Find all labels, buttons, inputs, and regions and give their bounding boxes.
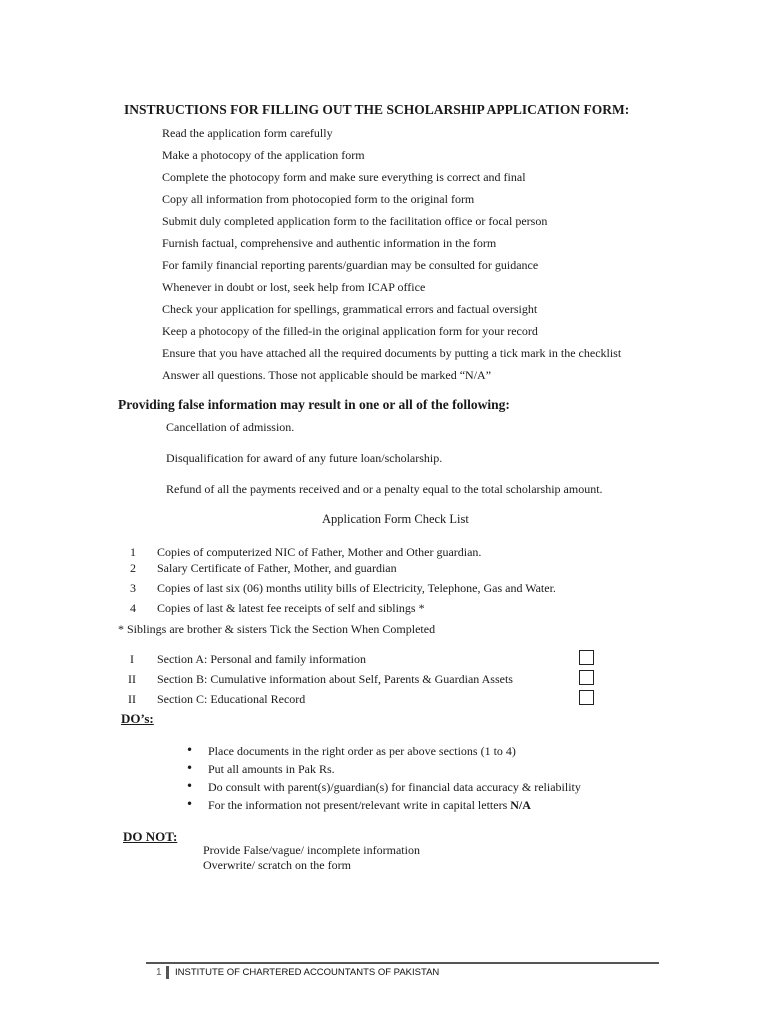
dos-item-with-na [208,798,531,813]
bullet-icon: • [186,797,194,811]
dos-item: For the information not present/relevant write in capital letters [208,798,508,812]
instruction-item: Check your application for spellings, grammatical errors and factual oversight [162,302,538,316]
na-bold: N/A [510,798,531,812]
section-item: Section C: Educational Record [157,692,306,706]
dos-item: Put all amounts in Pak Rs. [208,762,335,776]
dos-title: DO’s: [121,711,154,726]
donot-item: Provide False/vague/ incomplete information [203,843,420,857]
instruction-item: Read the application form carefully [162,126,333,140]
false-info-item: Refund of all the payments received and or a penalty equal to the total scholarship amount. [166,482,603,496]
section-number: II [128,672,136,686]
instruction-item: For family financial reporting parents/guardian may be consulted for guidance [162,258,539,272]
section-number: II [128,692,136,706]
document-number: 1 [130,545,136,559]
document-number: 3 [130,581,136,595]
dos-item: Do consult with parent(s)/guardian(s) for financial data accuracy & reliability [208,780,581,794]
document-number: 2 [130,561,136,575]
instructions-title: INSTRUCTIONS FOR FILLING OUT THE SCHOLARSHIP APPLICATION FORM: [124,102,630,117]
siblings-note: * Siblings are brother & sisters Tick the Section When Completed [118,622,436,636]
bullet-icon: • [186,779,194,793]
section-a-checkbox[interactable] [579,650,594,665]
section-b-checkbox[interactable] [579,670,594,685]
bullet-icon: • [186,743,194,757]
instruction-item: Keep a photocopy of the filled-in the original application form for your record [162,324,538,338]
instruction-item: Copy all information from photocopied form to the original form [162,192,475,206]
bullet-icon: • [186,761,194,775]
dos-item: Place documents in the right order as per above sections (1 to 4) [208,744,516,758]
footer-rule [146,962,659,964]
document-item: Copies of last & latest fee receipts of self and siblings * [157,601,425,615]
instruction-item: Answer all questions. Those not applicable should be marked “N/A” [162,368,492,382]
false-info-title: Providing false information may result in one or all of the following: [118,397,510,412]
instruction-item: Make a photocopy of the application form [162,148,365,162]
section-item: Section A: Personal and family information [157,652,366,666]
footer-organization: INSTITUTE OF CHARTERED ACCOUNTANTS OF PAKISTAN [175,967,440,978]
document-item: Salary Certificate of Father, Mother, and guardian [157,561,397,575]
section-number: I [130,652,134,666]
false-info-item: Disqualification for award of any future loan/scholarship. [166,451,443,465]
instruction-item: Submit duly completed application form to the facilitation office or focal person [162,214,548,228]
footer-divider [166,966,169,979]
false-info-item: Cancellation of admission. [166,420,295,434]
document-number: 4 [130,601,136,615]
document-item: Copies of last six (06) months utility bills of Electricity, Telephone, Gas and Water. [157,581,556,595]
section-c-checkbox[interactable] [579,690,594,705]
donot-item: Overwrite/ scratch on the form [203,858,351,872]
document-item: Copies of computerized NIC of Father, Mother and Other guardian. [157,545,482,559]
section-item: Section B: Cumulative information about Self, Parents & Guardian Assets [157,672,513,686]
donot-title: DO NOT: [123,829,178,844]
checklist-title: Application Form Check List [322,512,469,526]
instruction-item: Complete the photocopy form and make sure everything is correct and final [162,170,526,184]
instruction-item: Whenever in doubt or lost, seek help from ICAP office [162,280,426,294]
page-number: 1 [156,967,162,978]
instruction-item: Ensure that you have attached all the required documents by putting a tick mark in the checklist [162,346,622,360]
instruction-item: Furnish factual, comprehensive and authentic information in the form [162,236,497,250]
